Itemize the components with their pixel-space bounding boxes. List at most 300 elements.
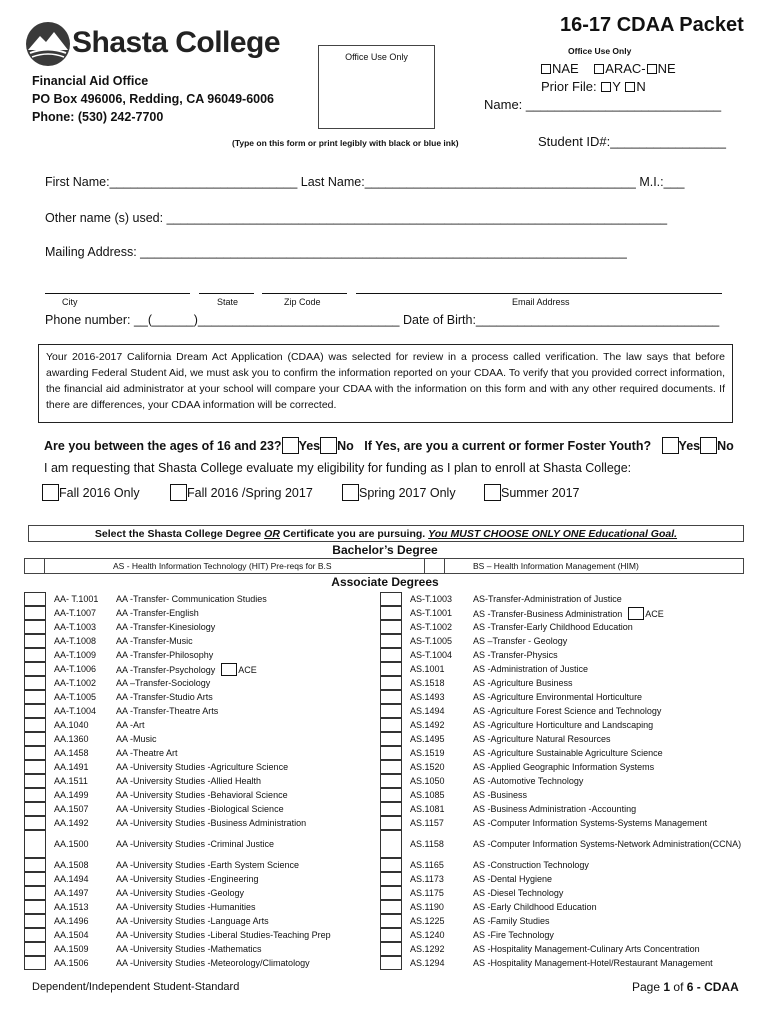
degree-code: AA-T.1002 (54, 678, 97, 688)
degree-row (380, 788, 750, 802)
degree-code: AA.1504 (54, 930, 89, 940)
degree-name (116, 593, 267, 605)
degree-row (24, 942, 374, 956)
nae-checkbox[interactable] (541, 64, 551, 74)
degree-name (473, 663, 750, 675)
degree-checkbox[interactable] (380, 788, 402, 802)
zip-label: Zip Code (284, 297, 321, 307)
degree-code: AS.1240 (410, 930, 445, 940)
degree-checkbox[interactable] (24, 788, 46, 802)
degree-select-header (28, 525, 744, 542)
dob-field[interactable]: Date of Birth:___________________________________ (402, 313, 720, 327)
degree-name-text: AA -Music (116, 734, 157, 744)
mi-field[interactable]: M.I.:___ (639, 175, 685, 189)
degree-name (473, 929, 750, 941)
prior-n-checkbox[interactable] (625, 82, 635, 92)
ne-label: NE (657, 61, 676, 76)
bachelor-row (24, 558, 744, 574)
degree-checkbox[interactable] (380, 662, 402, 676)
degree-name-text: AS -Early Childhood Education (473, 902, 597, 912)
degree-row (380, 746, 750, 760)
degree-checkbox[interactable] (380, 732, 402, 746)
nae-arac-line (540, 61, 676, 76)
degree-row (24, 774, 374, 788)
degree-name (116, 691, 213, 703)
degree-checkbox[interactable] (24, 676, 46, 690)
degree-checkbox[interactable] (380, 690, 402, 704)
degree-name-text: AA -University Studies -Liberal Studies-Teaching Prep (116, 930, 331, 940)
degree-name-text: AS -Hospitality Management-Hotel/Restaurant Management (473, 958, 713, 968)
zip-line[interactable] (262, 293, 347, 294)
term-checkbox[interactable] (42, 484, 59, 501)
term-checkbox[interactable] (170, 484, 187, 501)
term-label: Spring 2017 Only (359, 486, 456, 500)
degree-code: AA.1499 (54, 790, 89, 800)
degree-name-text: AA -Transfer-Philosophy (116, 650, 214, 660)
degree-checkbox[interactable] (380, 914, 402, 928)
degree-code: AS.1495 (410, 734, 445, 744)
degree-code: AS.1157 (410, 818, 444, 828)
foster-no-label: No (717, 439, 734, 453)
age-no-label: No (337, 439, 354, 453)
degree-checkbox[interactable] (380, 760, 402, 774)
degree-name (116, 957, 310, 969)
degree-name (473, 957, 750, 969)
page-of: of (673, 980, 684, 994)
degree-name (473, 621, 750, 633)
term-checkbox[interactable] (342, 484, 359, 501)
degree-name (473, 887, 750, 899)
mailing-address-field[interactable]: Mailing Address: ______________________________________________________________________ (45, 245, 627, 259)
degree-code: AA.1497 (54, 888, 89, 898)
ne-checkbox[interactable] (647, 64, 657, 74)
degree-name (116, 733, 157, 745)
degree-checkbox[interactable] (24, 634, 46, 648)
degree-checkbox[interactable] (24, 732, 46, 746)
degree-code: AS.1292 (410, 944, 445, 954)
email-line[interactable] (356, 293, 722, 294)
left-degree-list (24, 592, 374, 970)
degree-name-text: AA -University Studies -Behavioral Science (116, 790, 288, 800)
degree-checkbox[interactable] (24, 662, 46, 676)
degree-name (116, 789, 288, 801)
degree-code: AS.1173 (410, 874, 444, 884)
degree-checkbox[interactable] (24, 816, 46, 830)
term-label: Fall 2016 Only (59, 486, 140, 500)
degree-code: AA.1360 (54, 734, 89, 744)
degree-code: AS.1518 (410, 678, 445, 688)
degree-name (473, 747, 750, 759)
associate-heading: Associate Degrees (331, 575, 439, 589)
degree-row (380, 606, 750, 620)
degree-name (473, 803, 750, 815)
degree-checkbox[interactable] (380, 928, 402, 942)
degree-checkbox[interactable] (380, 634, 402, 648)
other-name-field[interactable]: Other name (s) used: ________________________________________________________________________ (45, 211, 668, 225)
degree-checkbox[interactable] (24, 746, 46, 760)
degree-name (116, 775, 261, 787)
degree-row (24, 690, 374, 704)
degree-row (24, 788, 374, 802)
degree-name (473, 705, 750, 717)
degree-row (24, 718, 374, 732)
office-name: Financial Aid Office (32, 74, 149, 88)
bachelor-hit-checkbox[interactable] (24, 558, 45, 574)
degree-checkbox[interactable] (380, 802, 402, 816)
degree-row (380, 872, 750, 886)
degree-name (116, 803, 284, 815)
degree-name (116, 901, 256, 913)
degree-checkbox[interactable] (24, 690, 46, 704)
degree-checkbox[interactable] (380, 900, 402, 914)
degree-checkbox[interactable] (380, 886, 402, 900)
term-fall-spring[interactable] (170, 484, 313, 501)
arac-label: ARAC- (605, 61, 646, 76)
degree-row (24, 928, 374, 942)
office-use-box (318, 45, 435, 129)
select-must: You MUST CHOOSE ONLY ONE Educational Goal. (428, 528, 678, 540)
foster-yes-checkbox[interactable] (662, 437, 679, 454)
degree-name (116, 635, 193, 647)
degree-checkbox[interactable] (380, 746, 402, 760)
city-label: City (62, 297, 78, 307)
degree-row (380, 760, 750, 774)
degree-name (116, 621, 215, 633)
degree-name-text: AA -Transfer-Theatre Arts (116, 706, 219, 716)
degree-checkbox[interactable] (380, 592, 402, 606)
degree-checkbox[interactable] (380, 816, 402, 830)
degree-name-text: AA -Transfer-Kinesiology (116, 622, 216, 632)
degree-checkbox[interactable] (24, 830, 46, 858)
degree-checkbox[interactable] (24, 900, 46, 914)
bachelor-him-checkbox[interactable] (424, 558, 445, 574)
degree-name-text: AS -Transfer-Physics (473, 650, 558, 660)
degree-name-text: AA -University Studies -Biological Science (116, 804, 284, 814)
first-name-field[interactable]: First Name:___________________________ (45, 175, 298, 189)
ace-label: ACE (645, 608, 664, 619)
office-use-label-2: Office Use Only (568, 46, 632, 56)
state-label: State (217, 297, 239, 307)
page-num: 1 (663, 980, 671, 994)
degree-name-text: AA -University Studies -Criminal Justice (116, 839, 275, 849)
nae-label: NAE (552, 61, 579, 76)
office-phone: Phone: (530) 242-7700 (32, 110, 164, 124)
ace-checkbox[interactable] (221, 663, 237, 676)
degree-name-text: AS-Transfer-Administration of Justice (473, 594, 622, 604)
city-line[interactable] (45, 293, 190, 294)
degree-row (24, 760, 374, 774)
degree-name-text: AS -Diesel Technology (473, 888, 564, 898)
term-spring-2017[interactable] (342, 484, 456, 501)
degree-name (116, 817, 306, 829)
degree-code: AA.1509 (54, 944, 89, 954)
degree-name (473, 649, 750, 661)
foster-question: If Yes, are you a current or former Foster Youth? (364, 439, 652, 453)
degree-name (116, 761, 288, 773)
degree-checkbox[interactable] (24, 914, 46, 928)
degree-checkbox[interactable] (380, 606, 402, 620)
degree-checkbox[interactable] (380, 718, 402, 732)
degree-row (380, 886, 750, 900)
degree-name-text: AS -Family Studies (473, 916, 550, 926)
degree-row (380, 690, 750, 704)
mountain-logo-icon (24, 20, 72, 68)
degree-checkbox[interactable] (24, 620, 46, 634)
degree-name-text: AS -Transfer-Business Administration (473, 608, 623, 619)
degree-row (24, 816, 374, 830)
degree-row (24, 732, 374, 746)
office-name-field[interactable]: Name: ___________________________ (484, 97, 722, 112)
degree-row (380, 900, 750, 914)
degree-code: AA.1492 (54, 818, 89, 828)
degree-row (24, 620, 374, 634)
office-use-label: Office Use Only (345, 52, 408, 62)
degree-row (24, 956, 374, 970)
degree-name-text: AA -Transfer-Psychology (116, 664, 216, 675)
degree-checkbox[interactable] (380, 872, 402, 886)
degree-code: AS-T.1001 (410, 608, 453, 618)
degree-checkbox[interactable] (24, 942, 46, 956)
degree-code: AS.1158 (410, 839, 444, 849)
degree-name (473, 761, 750, 773)
degree-checkbox[interactable] (24, 858, 46, 872)
degree-code: AA.1507 (54, 804, 89, 814)
degree-name (116, 607, 199, 619)
type-note: (Type on this form or print legibly with black or blue ink) (232, 138, 459, 148)
degree-code: AS.1492 (410, 720, 445, 730)
degree-checkbox[interactable] (24, 956, 46, 970)
degree-code: AA.1491 (54, 762, 89, 772)
select-part2: Certificate you are pursuing. (282, 528, 426, 540)
degree-name (116, 649, 213, 661)
degree-name-text: AS -Hospitality Management-Culinary Arts Concentration (473, 944, 700, 954)
state-line[interactable] (199, 293, 254, 294)
degree-checkbox[interactable] (24, 774, 46, 788)
degree-name-text: AA -University Studies -Geology (116, 888, 245, 898)
phone-dob-row (45, 313, 719, 327)
degree-code: AA-T.1004 (54, 706, 97, 716)
degree-checkbox[interactable] (24, 928, 46, 942)
degree-checkbox[interactable] (380, 704, 402, 718)
degree-name-text: AA -University Studies -Meteorology/Climatology (116, 958, 310, 968)
degree-name-text: AA -University Studies -Business Administration (116, 818, 307, 828)
term-checkbox[interactable] (484, 484, 501, 501)
degree-code: AA.1496 (54, 916, 89, 926)
degree-name (473, 789, 750, 801)
degree-name-text: AA -University Studies -Earth System Science (116, 860, 300, 870)
degree-code: AS.1520 (410, 762, 445, 772)
degree-name (116, 838, 274, 850)
degree-name (116, 677, 210, 689)
degree-checkbox[interactable] (24, 802, 46, 816)
degree-code: AS.1225 (410, 916, 445, 926)
degree-checkbox[interactable] (24, 886, 46, 900)
degree-name-text: AS -Dental Hygiene (473, 874, 553, 884)
degree-name-text: AS -Computer Information Systems-Network Administration(CCNA) (473, 839, 742, 849)
prior-y-checkbox[interactable] (601, 82, 611, 92)
degree-row (24, 606, 374, 620)
degree-name-text: AS -Agriculture Forest Science and Technology (473, 706, 662, 716)
degree-name (116, 929, 331, 941)
degree-row (380, 956, 750, 970)
degree-code: AA-T.1009 (54, 650, 97, 660)
page-indicator (632, 980, 739, 994)
arac-checkbox[interactable] (594, 64, 604, 74)
degree-row (24, 634, 374, 648)
degree-row (380, 774, 750, 788)
degree-name (116, 747, 178, 759)
prior-file-label: Prior File: (541, 79, 597, 94)
degree-name (473, 943, 750, 955)
degree-name-text: AA -Theatre Art (116, 748, 178, 758)
degree-row (380, 704, 750, 718)
degree-row (24, 802, 374, 816)
degree-name-text: AS -Business (473, 790, 528, 800)
degree-row (24, 886, 374, 900)
degree-row (380, 662, 750, 676)
degree-code: AS-T.1002 (410, 622, 453, 632)
degree-row (24, 900, 374, 914)
foster-no-checkbox[interactable] (700, 437, 717, 454)
degree-code: AS.1190 (410, 902, 444, 912)
degree-row (380, 816, 750, 830)
prior-file-line (541, 79, 646, 94)
degree-code: AS.1494 (410, 706, 445, 716)
degree-name-text: AS -Computer Information Systems-Systems Management (473, 818, 708, 828)
page-prefix: Page (632, 980, 661, 994)
term-summer-2017[interactable] (484, 484, 580, 501)
degree-code: AA-T.1006 (54, 664, 97, 674)
packet-title: 16-17 CDAA Packet (560, 14, 744, 36)
verification-notice: Your 2016-2017 California Dream Act Application (CDAA) was selected for review in a process called verification. The law says that before awarding Federal Student Aid, we must ask you to confirm the information reported on your CDAA. To verify that you provided correct information, the financial aid administrator at your school will compare your CDAA with the information on this form and with any other required documents. If there are differences, your CDAA information will be corrected. (38, 344, 733, 423)
bachelor-him-label: BS – Health Information Management (HIM) (473, 561, 639, 571)
degree-name-text: AA -Transfer-Studio Arts (116, 692, 213, 702)
degree-checkbox[interactable] (380, 676, 402, 690)
degree-name (473, 873, 750, 885)
degree-checkbox[interactable] (24, 648, 46, 662)
degree-checkbox[interactable] (380, 830, 402, 858)
degree-code: AS.1175 (410, 888, 444, 898)
degree-name-text: AS -Agriculture Horticulture and Landscaping (473, 720, 654, 730)
bachelor-heading: Bachelor’s Degree (332, 543, 438, 557)
degree-row (380, 718, 750, 732)
ace-label: ACE (238, 664, 257, 675)
degree-name-text: AA -University Studies -Mathematics (116, 944, 262, 954)
degree-checkbox[interactable] (380, 774, 402, 788)
degree-code: AS.1001 (410, 664, 445, 674)
degree-checkbox[interactable] (380, 956, 402, 970)
degree-name (473, 859, 750, 871)
degree-row (380, 592, 750, 606)
last-name-field[interactable]: Last Name:_______________________________________ (300, 175, 636, 189)
degree-checkbox[interactable] (24, 760, 46, 774)
degree-code: AA-T.1003 (54, 622, 97, 632)
degree-row (24, 914, 374, 928)
degree-checkbox[interactable] (24, 718, 46, 732)
degree-name-text: AA -Transfer-Music (116, 636, 193, 646)
degree-checkbox[interactable] (24, 606, 46, 620)
name-row (45, 175, 684, 189)
right-degree-list (380, 592, 750, 970)
student-id-field[interactable]: Student ID#:________________ (538, 134, 726, 149)
degree-checkbox[interactable] (24, 592, 46, 606)
ace-checkbox[interactable] (628, 607, 644, 620)
age-no-checkbox[interactable] (320, 437, 337, 454)
degree-row (24, 830, 374, 858)
degree-name-text: AS -Fire Technology (473, 930, 554, 940)
degree-name-text: AS –Transfer - Geology (473, 636, 568, 646)
degree-name-text: AS -Agriculture Business (473, 678, 573, 688)
degree-row (24, 676, 374, 690)
degree-code: AA.1508 (54, 860, 89, 870)
degree-checkbox[interactable] (380, 620, 402, 634)
degree-row (380, 802, 750, 816)
term-fall-2016[interactable] (42, 484, 140, 501)
office-address: PO Box 496006, Redding, CA 96049-6006 (32, 92, 275, 106)
degree-name (116, 943, 262, 955)
degree-row (24, 648, 374, 662)
term-label: Fall 2016 /Spring 2017 (187, 486, 313, 500)
select-or: OR (264, 528, 280, 540)
degree-row (24, 746, 374, 760)
degree-row (380, 732, 750, 746)
age-yes-checkbox[interactable] (282, 437, 299, 454)
degree-row (24, 592, 374, 606)
degree-row (380, 648, 750, 662)
degree-code: AS.1294 (410, 958, 445, 968)
term-label: Summer 2017 (501, 486, 580, 500)
degree-name-text: AA -University Studies -Language Arts (116, 916, 269, 926)
degree-code: AS.1085 (410, 790, 445, 800)
degree-name (473, 719, 750, 731)
degree-checkbox[interactable] (380, 648, 402, 662)
degree-name-text: AA -Transfer- Communication Studies (116, 594, 267, 604)
bachelor-hit-label: AS - Health Information Technology (HIT) Pre-reqs for B.S (113, 561, 332, 571)
phone-number-field[interactable]: Phone number: __(______)_____________________________ (45, 313, 400, 327)
degree-name (473, 915, 750, 927)
degree-checkbox[interactable] (380, 942, 402, 956)
degree-checkbox[interactable] (380, 858, 402, 872)
degree-name-text: AA -University Studies -Agriculture Science (116, 762, 289, 772)
degree-name (116, 859, 299, 871)
degree-row (24, 872, 374, 886)
degree-name-text: AA -Transfer-English (116, 608, 199, 618)
degree-code: AS.1493 (410, 692, 445, 702)
footer-left: Dependent/Independent Student-Standard (32, 981, 240, 993)
degree-checkbox[interactable] (24, 872, 46, 886)
page-total: 6 - CDAA (686, 980, 739, 994)
degree-name-text: AS -Agriculture Environmental Horticulture (473, 692, 643, 702)
degree-code: AA.1511 (54, 776, 88, 786)
degree-name-text: AA -University Studies -Engineering (116, 874, 259, 884)
degree-name (116, 873, 259, 885)
degree-row (380, 620, 750, 634)
degree-checkbox[interactable] (24, 704, 46, 718)
degree-code: AA.1458 (54, 748, 89, 758)
degree-name (473, 775, 750, 787)
degree-row (380, 914, 750, 928)
degree-code: AA.1500 (54, 839, 89, 849)
degree-name-text: AS -Agriculture Natural Resources (473, 734, 611, 744)
degree-code: AA.1513 (54, 902, 89, 912)
degree-name (473, 607, 750, 620)
degree-code: AA.1506 (54, 958, 89, 968)
degree-name-text: AS -Business Administration -Accounting (473, 804, 637, 814)
degree-row (24, 662, 374, 676)
degree-code: AA.1040 (54, 720, 89, 730)
degree-name-text: AA -Art (116, 720, 145, 730)
age-question: Are you between the ages of 16 and 23? (44, 439, 282, 453)
